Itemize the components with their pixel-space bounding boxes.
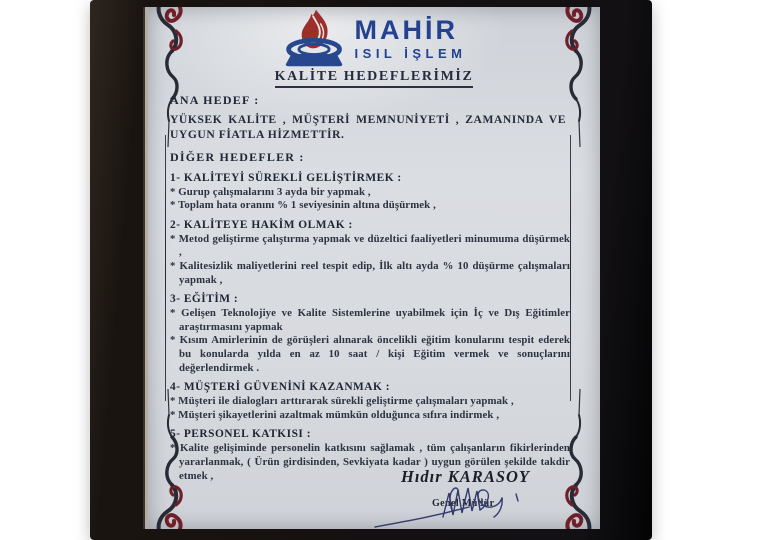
goal-heading: 5- PERSONEL KATKISI :	[170, 428, 311, 441]
main-goal-heading: ANA HEDEF :	[170, 93, 260, 107]
handwritten-signature	[373, 483, 553, 529]
goal-heading: 4- MÜŞTERİ GÜVENİNİ KAZANMAK :	[170, 381, 391, 394]
brand-name: MAHİR	[354, 14, 459, 45]
goal-bullet: * Gelişen Teknolojiye ve Kalite Sistemlerine uyabilmek için İç ve Dış Eğitimler araştırmasını yapmak	[170, 307, 570, 333]
flame-crucible-icon	[282, 9, 348, 67]
picture-frame	[90, 0, 652, 540]
goal-bullet: * Toplam hata oranını % 1 seviyesinin altına düşürmek ,	[170, 199, 436, 212]
goal-heading: 2- KALİTEYE HAKİM OLMAK :	[170, 218, 353, 231]
goal-bullet: * Müşteri şikayetlerini azaltmak mümkün olduğunca sıfıra indirmek ,	[170, 408, 500, 421]
page-title: KALİTE HEDEFLERİMİZ	[275, 69, 474, 88]
goal-bullet: * Müşteri ile dialogları arttırarak sürekli geliştirme çalışmaları yapmak ,	[170, 395, 514, 408]
goal-bullet: * Metod geliştirme çalıştırma yapmak ve düzeltici faaliyetleri minumuma düşürmek ,	[170, 232, 570, 259]
goal-section-2	[170, 219, 570, 287]
signatory-name: Hıdır KARASOY	[401, 467, 530, 486]
goal-heading: 3- EĞİTİM :	[170, 293, 239, 306]
border-rule-right	[570, 135, 571, 401]
company-logo	[148, 9, 600, 67]
goal-section-4	[170, 381, 570, 422]
border-rule-left	[165, 135, 166, 401]
signatory-title: Genel Müdür	[432, 498, 495, 509]
document-paper	[148, 7, 600, 529]
goal-section-3	[170, 293, 570, 375]
goal-bullet: * Kısım Amirlerinin de görüşleri alınarak öncelikli eğitim konularını tespit ederek bu konularda yılda en az 10 saat / kişi Eğitim vermek ve sonuçlarını değerlendirmek .	[170, 334, 570, 374]
document-body	[170, 93, 570, 489]
brand-subtitle: ISIL İŞLEM	[354, 45, 467, 61]
other-goals-heading: DİĞER HEDEFLER :	[170, 149, 305, 164]
goal-heading: 1- KALİTEYİ SÜREKLİ GELİŞTİRMEK :	[170, 171, 402, 184]
goal-bullet: * Gurup çalışmalarını 3 ayda bir yapmak ,	[170, 185, 371, 198]
main-goal-text: YÜKSEK KALİTE , MÜŞTERİ MEMNUNİYETİ , ZAMANINDA VE UYGUN FİATLA HİZMETTİR.	[170, 113, 566, 141]
goal-bullet: * Kalite gelişiminde personelin katkısını sağlamak , tüm çalışanların fikirlerinden yararlanmak, ( Ürün girdisinden, Sevkiyata kadar ) uygun görülen şekilde takdir etmek ,	[170, 442, 570, 482]
title-row	[148, 67, 600, 88]
goal-bullet: * Kalitesizlik maliyetlerini reel tespit edip, İlk altı ayda % 10 düşürme çalışmaları yapmak ,	[170, 260, 570, 286]
goal-section-1	[170, 172, 570, 213]
brand-wordmark	[354, 14, 467, 61]
